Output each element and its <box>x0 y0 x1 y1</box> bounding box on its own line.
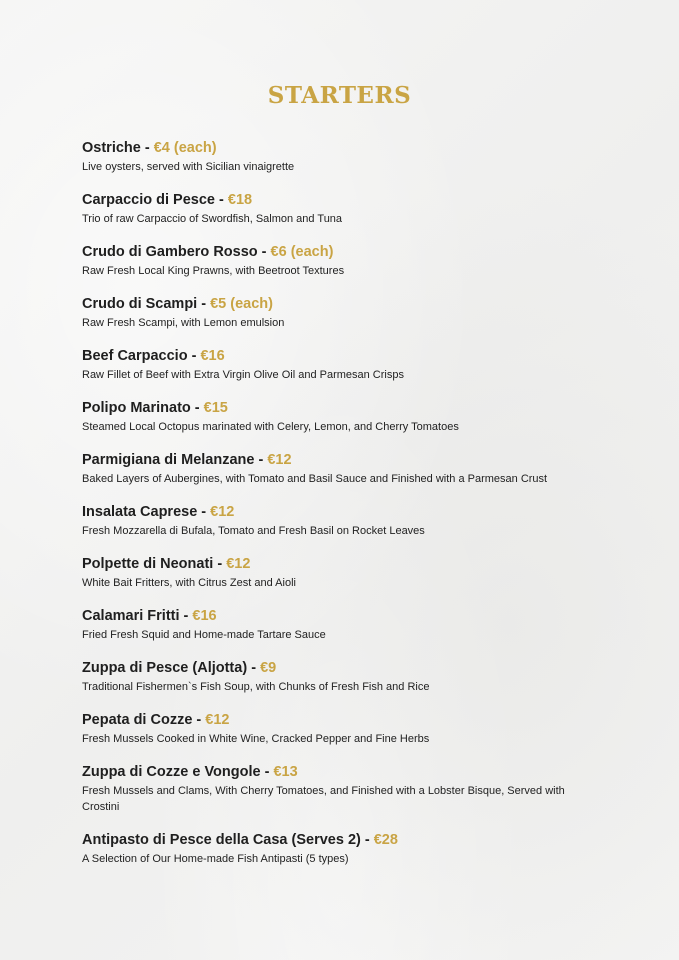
menu-item-heading <box>82 710 602 730</box>
menu-item-description: Live oysters, served with Sicilian vinaigrette <box>82 161 295 173</box>
menu-item-heading <box>82 606 602 626</box>
menu-item-price: €12 <box>226 556 251 572</box>
menu-item-description: Steamed Local Octopus marinated with Celery, Lemon, and Cherry Tomatoes <box>82 421 459 433</box>
menu-item-description: Fresh Mussels Cooked in White Wine, Cracked Pepper and Fine Herbs <box>82 733 430 745</box>
menu-item-description: Fresh Mozzarella di Bufala, Tomato and Fresh Basil on Rocket Leaves <box>82 525 425 537</box>
menu-item-price: €12 <box>210 504 235 520</box>
menu-item-name: Ostriche <box>82 140 145 156</box>
menu-item-list <box>82 138 602 882</box>
menu-item-separator: - <box>197 504 211 520</box>
menu-item-heading <box>82 398 602 418</box>
menu-item-name: Calamari Fritti <box>82 608 180 624</box>
menu-item-description: Fried Fresh Squid and Home-made Tartare Sauce <box>82 629 326 641</box>
menu-item-separator: - <box>197 296 211 312</box>
menu-item <box>82 398 602 435</box>
menu-item <box>82 294 602 331</box>
menu-item-name: Polpette di Neonati <box>82 556 214 572</box>
menu-item <box>82 242 602 279</box>
menu-item-description: A Selection of Our Home-made Fish Antipasti (5 types) <box>82 853 349 865</box>
menu-item <box>82 450 602 487</box>
menu-item-heading <box>82 294 602 314</box>
menu-item-heading <box>82 242 602 262</box>
menu-item-description: Trio of raw Carpaccio of Swordfish, Salmon and Tuna <box>82 213 343 225</box>
menu-item-name: Zuppa di Cozze e Vongole <box>82 764 261 780</box>
menu-item-separator: - <box>192 712 206 728</box>
menu-item <box>82 762 602 815</box>
menu-item <box>82 606 602 643</box>
menu-item <box>82 190 602 227</box>
menu-item <box>82 138 602 175</box>
menu-item-price: €4 (each) <box>153 140 217 156</box>
menu-item-price: €6 (each) <box>270 244 334 260</box>
menu-item-separator: - <box>254 452 268 468</box>
menu-item-name: Pepata di Cozze <box>82 712 193 728</box>
menu-item-separator: - <box>213 556 227 572</box>
menu-item-name: Polipo Marinato <box>82 400 191 416</box>
menu-item-separator: - <box>261 244 271 260</box>
menu-item <box>82 502 602 539</box>
menu-item-price: €9 <box>260 660 277 676</box>
menu-item-name: Zuppa di Pesce (Aljotta) <box>82 660 248 676</box>
menu-item-separator: - <box>247 660 261 676</box>
menu-item-description: Raw Fillet of Beef with Extra Virgin Olive Oil and Parmesan Crisps <box>82 369 404 381</box>
menu-item-price: €16 <box>200 348 225 364</box>
menu-item-price: €28 <box>373 832 398 848</box>
menu-item-name: Insalata Caprese <box>82 504 198 520</box>
menu-item-price: €16 <box>192 608 217 624</box>
menu-item-description: White Bait Fritters, with Citrus Zest and Aioli <box>82 577 296 589</box>
menu-item-name: Parmigiana di Melanzane <box>82 452 255 468</box>
menu-item-separator: - <box>144 140 154 156</box>
menu-item-heading <box>82 830 602 850</box>
menu-item <box>82 830 602 867</box>
menu-item-description: Raw Fresh Local King Prawns, with Beetroot Textures <box>82 265 345 277</box>
menu-item <box>82 658 602 695</box>
menu-item-name: Antipasto di Pesce della Casa (Serves 2) <box>82 832 361 848</box>
menu-item-separator: - <box>360 832 374 848</box>
menu-item <box>82 554 602 591</box>
menu-item-name: Crudo di Scampi <box>82 296 198 312</box>
menu-item-separator: - <box>260 764 274 780</box>
menu-item-price: €15 <box>203 400 228 416</box>
menu-item-price: €13 <box>273 764 298 780</box>
menu-item-heading <box>82 138 602 158</box>
menu-title: STARTERS <box>267 82 412 109</box>
menu-item-heading <box>82 346 602 366</box>
menu-item-price: €18 <box>227 192 253 208</box>
menu-item-heading <box>82 190 602 210</box>
menu-item-separator: - <box>187 348 201 364</box>
menu-item <box>82 710 602 747</box>
menu-item-description: Baked Layers of Aubergines, with Tomato and Basil Sauce and Finished with a Parmesan Crust <box>82 473 548 485</box>
menu-item-separator: - <box>219 192 228 208</box>
menu-item-price: €12 <box>205 712 230 728</box>
menu-item-heading <box>82 658 602 678</box>
menu-item-description: Fresh Mussels and Clams, With Cherry Tomatoes, and Finished with a Lobster Bisque, Served with Crostini <box>82 785 565 813</box>
menu-item-description: Traditional Fishermen`s Fish Soup, with Chunks of Fresh Fish and Rice <box>82 681 430 693</box>
menu-item-separator: - <box>190 400 204 416</box>
menu-item-heading <box>82 502 602 522</box>
menu-item-name: Carpaccio di Pesce <box>82 192 220 208</box>
menu-item-price: €12 <box>267 452 292 468</box>
menu-item-description: Raw Fresh Scampi, with Lemon emulsion <box>82 317 285 329</box>
menu-item-name: Crudo di Gambero Rosso <box>82 244 262 260</box>
menu-item-price: €5 (each) <box>210 296 273 312</box>
menu-item-name: Beef Carpaccio <box>82 348 188 364</box>
menu-item-separator: - <box>179 608 193 624</box>
menu-item-heading <box>82 554 602 574</box>
menu-item <box>82 346 602 383</box>
menu-item-heading <box>82 762 602 782</box>
menu-item-heading <box>82 450 602 470</box>
